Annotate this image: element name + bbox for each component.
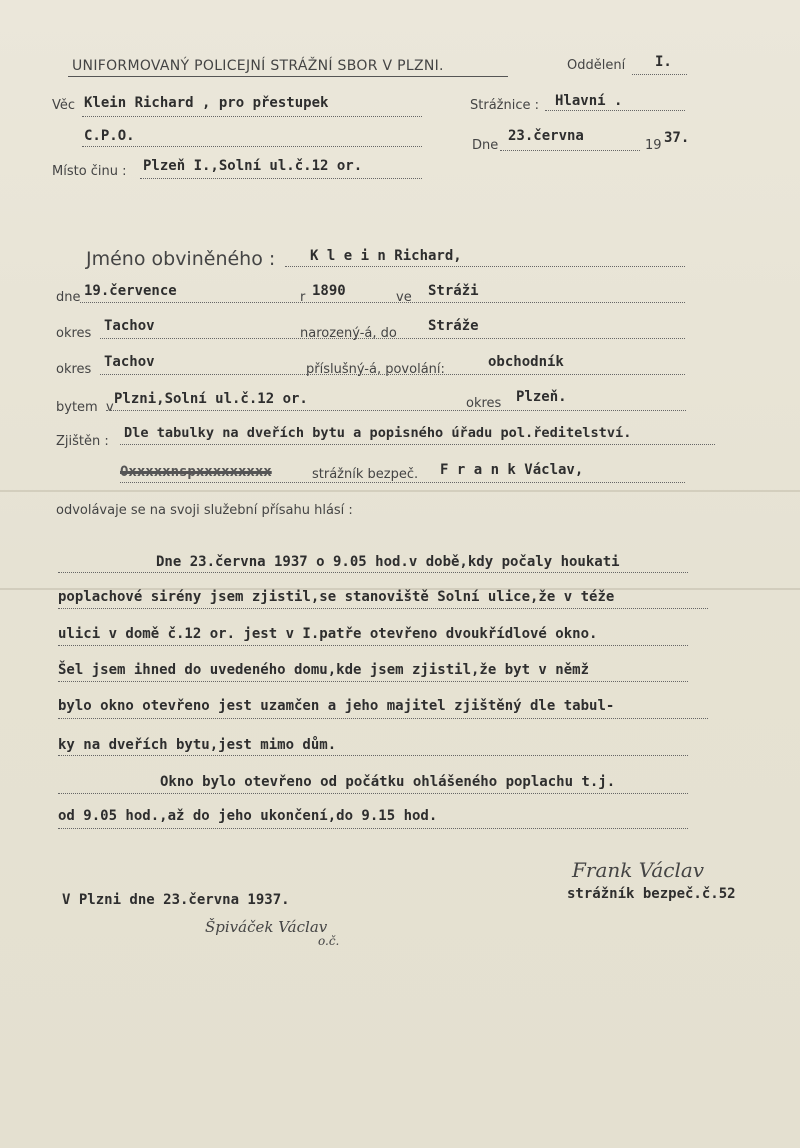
second-signature: Špiváček Václav (205, 918, 328, 936)
second-signature-note: o.č. (318, 934, 340, 948)
zjisten-label: Zjištěn : (56, 434, 109, 449)
r-label: r (300, 290, 306, 305)
report-line: Šel jsem ihned do uvedeného domu,kde jsem zjistil,že byt v němž (58, 662, 590, 678)
report-dotted (58, 793, 688, 794)
straznik-label: strážník bezpeč. (312, 467, 419, 482)
born-year: 1890 (312, 283, 346, 299)
officer-signature: Frank Václav (572, 858, 705, 882)
bytem-prefix: v (106, 400, 114, 415)
zjisten-value: Dle tabulky na dveřích bytu a popisného úřadu pol.ředitelství. (124, 425, 632, 441)
ve-label: ve (396, 290, 412, 305)
vec-label: Věc (52, 98, 76, 113)
okres2-value: Tachov (104, 354, 155, 370)
report-dotted (58, 572, 688, 573)
report-dotted (58, 718, 708, 719)
report-line: Dne 23.června 1937 o 9.05 hod.v době,kdy počaly houkati (156, 554, 620, 570)
zjisten-dotted (120, 444, 715, 445)
narozeny-label: narozený-á, do (300, 326, 397, 341)
report-line: ky na dveřích bytu,jest mimo dům. (58, 737, 337, 753)
jmeno-dotted (285, 266, 685, 267)
straznik-dotted (120, 482, 685, 483)
fold-line (0, 490, 800, 492)
organization-title: UNIFORMOVANÝ POLICEJNÍ STRÁŽNÍ SBOR V PLZNI. (72, 58, 444, 74)
misto-value: Plzeň I.,Solní ul.č.12 or. (143, 158, 363, 174)
narozeny-value: Stráže (428, 318, 479, 334)
officer-rank: strážník bezpeč.č.52 (567, 886, 736, 902)
straznice-label: Strážnice : (470, 98, 539, 113)
header-underline (68, 76, 508, 77)
okres3-label: okres (466, 396, 502, 411)
misto-label: Místo činu : (52, 164, 127, 179)
report-dotted (58, 645, 688, 646)
prislusny-label: příslušný-á, povolání: (306, 362, 445, 377)
okres1-label: okres (56, 326, 92, 341)
year-prefix: 19 (645, 138, 662, 153)
report-dotted (58, 608, 708, 609)
report-dotted (58, 681, 688, 682)
report-line: Okno bylo otevřeno od počátku ohlášeného poplachu t.j. (160, 774, 616, 790)
bytem-value: Plzni,Solní ul.č.12 or. (114, 391, 308, 407)
place-date: V Plzni dne 23.června 1937. (62, 892, 290, 908)
vec-value-2: C.P.O. (84, 128, 135, 144)
okres3-value: Plzeň. (516, 389, 567, 405)
report-line: poplachové sirény jsem zjistil,se stanoviště Solní ulice,že v téže (58, 589, 615, 605)
povolani-value: obchodník (488, 354, 564, 370)
vec-value: Klein Richard , pro přestupek (84, 95, 329, 111)
born-date: 19.července (84, 283, 177, 299)
okres2-label: okres (56, 362, 92, 377)
straznik-value: F r a n k Václav, (440, 462, 584, 478)
dne-label: Dne (472, 138, 499, 153)
year-suffix: 37. (664, 130, 690, 146)
department-value: I. (655, 54, 672, 70)
crossed-out-text: Oxxxxxnspxxxxxxxxx (120, 464, 272, 480)
born-dotted (80, 302, 685, 303)
department-label: Oddělení (567, 58, 626, 73)
bytem-dotted (106, 410, 686, 411)
okres1-value: Tachov (104, 318, 155, 334)
report-dotted (58, 755, 688, 756)
dne-value: 23.června (508, 128, 584, 144)
jmeno-label: Jméno obviněného : (86, 248, 276, 270)
vec-dotted-2 (82, 146, 422, 147)
bytem-label: bytem (56, 400, 98, 415)
report-line: od 9.05 hod.,až do jeho ukončení,do 9.15 hod. (58, 808, 438, 824)
straznice-dotted (545, 110, 685, 111)
misto-dotted (140, 178, 422, 179)
department-dotted (632, 74, 687, 75)
report-dotted (58, 828, 688, 829)
vec-dotted (82, 116, 422, 117)
report-line: bylo okno otevřeno jest uzamčen a jeho majitel zjištěný dle tabul- (58, 698, 615, 714)
report-line: ulici v domě č.12 or. jest v I.patře otevřeno dvoukřídlové okno. (58, 626, 598, 642)
okres1-dotted (100, 338, 685, 339)
born-place: Stráži (428, 283, 479, 299)
dne-born-label: dne (56, 290, 81, 305)
okres2-dotted (100, 374, 685, 375)
jmeno-value: K l e i n Richard, (310, 248, 462, 264)
straznice-value: Hlavní . (555, 93, 623, 109)
odvolavaje-text: odvolávaje se na svoji služební přísahu hlásí : (56, 503, 353, 518)
dne-dotted (500, 150, 640, 151)
